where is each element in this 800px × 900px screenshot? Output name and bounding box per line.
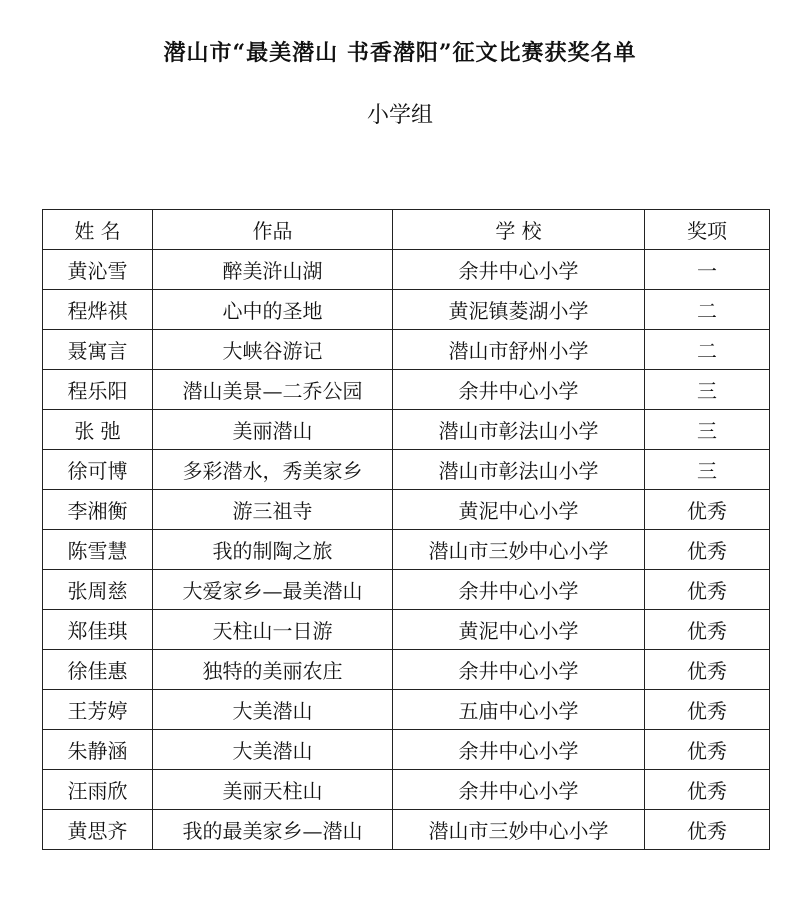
- cell-school: 余井中心小学: [393, 650, 645, 690]
- table-row: [43, 530, 770, 570]
- cell-school: 五庙中心小学: [393, 690, 645, 730]
- header-name: 姓 名: [43, 210, 153, 250]
- cell-work: 心中的圣地: [153, 290, 393, 330]
- table-row: [43, 810, 770, 850]
- cell-school: 余井中心小学: [393, 730, 645, 770]
- awards-table: [42, 209, 770, 850]
- cell-school: 潜山市三妙中心小学: [393, 530, 645, 570]
- table-row: [43, 250, 770, 290]
- cell-school: 潜山市彰法山小学: [393, 450, 645, 490]
- cell-work: 我的最美家乡—潜山: [153, 810, 393, 850]
- cell-work: 多彩潜水，秀美家乡: [153, 450, 393, 490]
- cell-name: 张 弛: [43, 410, 153, 450]
- cell-name: 徐可博: [43, 450, 153, 490]
- table-header-row: [43, 210, 770, 250]
- cell-name: 郑佳琪: [43, 610, 153, 650]
- cell-school: 潜山市彰法山小学: [393, 410, 645, 450]
- table-row: [43, 610, 770, 650]
- cell-work: 大美潜山: [153, 690, 393, 730]
- cell-award: 三: [645, 410, 770, 450]
- cell-work: 大美潜山: [153, 730, 393, 770]
- cell-work: 游三祖寺: [153, 490, 393, 530]
- table-row: [43, 770, 770, 810]
- document-title: 潜山市“最美潜山 书香潜阳”征文比赛获奖名单: [163, 40, 637, 66]
- cell-award: 优秀: [645, 690, 770, 730]
- cell-work: 大峡谷游记: [153, 330, 393, 370]
- cell-school: 潜山市舒州小学: [393, 330, 645, 370]
- table-row: [43, 330, 770, 370]
- table-row: [43, 410, 770, 450]
- cell-name: 徐佳惠: [43, 650, 153, 690]
- cell-name: 朱静涵: [43, 730, 153, 770]
- cell-name: 王芳婷: [43, 690, 153, 730]
- cell-name: 陈雪慧: [43, 530, 153, 570]
- cell-award: 三: [645, 450, 770, 490]
- cell-school: 黄泥中心小学: [393, 490, 645, 530]
- cell-award: 优秀: [645, 490, 770, 530]
- table-row: [43, 650, 770, 690]
- cell-award: 一: [645, 250, 770, 290]
- cell-award: 优秀: [645, 770, 770, 810]
- header-award: 奖项: [645, 210, 770, 250]
- table-row: [43, 490, 770, 530]
- cell-award: 优秀: [645, 610, 770, 650]
- cell-name: 黄思齐: [43, 810, 153, 850]
- cell-work: 美丽天柱山: [153, 770, 393, 810]
- cell-school: 余井中心小学: [393, 370, 645, 410]
- cell-award: 二: [645, 330, 770, 370]
- cell-school: 潜山市三妙中心小学: [393, 810, 645, 850]
- table-row: [43, 450, 770, 490]
- cell-work: 天柱山一日游: [153, 610, 393, 650]
- table-row: [43, 370, 770, 410]
- cell-award: 优秀: [645, 730, 770, 770]
- cell-name: 程乐阳: [43, 370, 153, 410]
- cell-work: 独特的美丽农庄: [153, 650, 393, 690]
- table-row: [43, 730, 770, 770]
- cell-award: 优秀: [645, 570, 770, 610]
- cell-award: 优秀: [645, 650, 770, 690]
- cell-work: 美丽潜山: [153, 410, 393, 450]
- cell-school: 余井中心小学: [393, 570, 645, 610]
- cell-school: 黄泥镇菱湖小学: [393, 290, 645, 330]
- cell-school: 黄泥中心小学: [393, 610, 645, 650]
- cell-name: 聂寓言: [43, 330, 153, 370]
- cell-name: 李湘衡: [43, 490, 153, 530]
- header-school: 学 校: [393, 210, 645, 250]
- cell-name: 汪雨欣: [43, 770, 153, 810]
- cell-work: 我的制陶之旅: [153, 530, 393, 570]
- document-subtitle: 小学组: [366, 103, 433, 128]
- cell-work: 醉美浒山湖: [153, 250, 393, 290]
- cell-name: 程烨祺: [43, 290, 153, 330]
- cell-work: 潜山美景—二乔公园: [153, 370, 393, 410]
- cell-award: 二: [645, 290, 770, 330]
- table-row: [43, 290, 770, 330]
- header-work: 作品: [153, 210, 393, 250]
- cell-name: 黄沁雪: [43, 250, 153, 290]
- cell-award: 优秀: [645, 810, 770, 850]
- cell-award: 优秀: [645, 530, 770, 570]
- cell-award: 三: [645, 370, 770, 410]
- table-row: [43, 690, 770, 730]
- cell-name: 张周慈: [43, 570, 153, 610]
- table-row: [43, 570, 770, 610]
- cell-school: 余井中心小学: [393, 250, 645, 290]
- cell-work: 大爱家乡—最美潜山: [153, 570, 393, 610]
- cell-school: 余井中心小学: [393, 770, 645, 810]
